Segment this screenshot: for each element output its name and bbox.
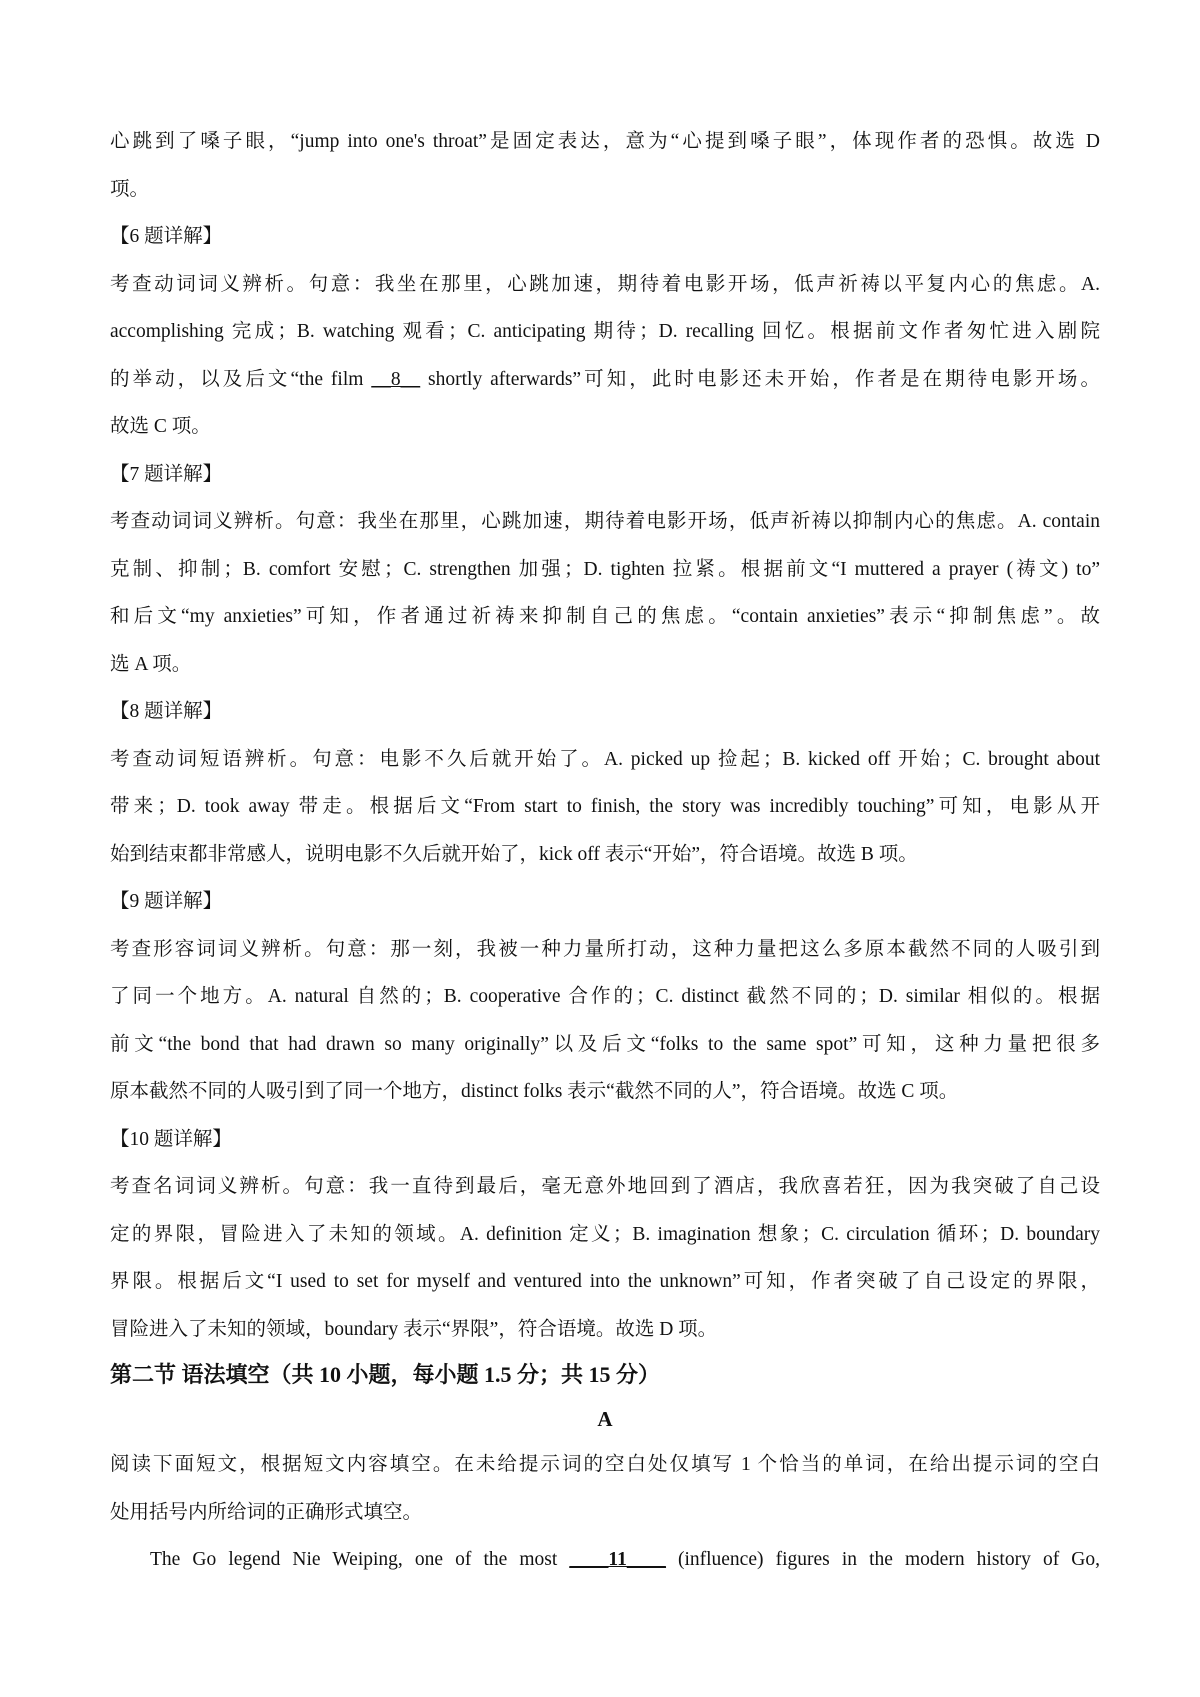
answer-blank: __8__ bbox=[371, 368, 421, 390]
passage-line bbox=[110, 1536, 1100, 1584]
section-heading: 第二节 语法填空（共 10 小题，每小题 1.5 分；共 15 分） bbox=[110, 1362, 661, 1387]
text-line: 心跳到了嗓子眼，“jump into one's throat”是固定表达，意为“心提到嗓子眼”，体现作者的恐惧。故选 D bbox=[110, 131, 1100, 152]
question-heading-8: 【8 题详解】 bbox=[110, 701, 223, 722]
text-line: 定的界限，冒险进入了未知的领域。A. definition 定义；B. imagination 想象；C. circulation 循环；D. boundary bbox=[110, 1223, 1100, 1245]
text-line: 选 A 项。 bbox=[110, 653, 192, 675]
text-line: 冒险进入了未知的领域，boundary 表示“界限”，符合语境。故选 D 项。 bbox=[110, 1318, 718, 1340]
text-line: 考查动词词义辨析。句意：我坐在那里，心跳加速，期待着电影开场，低声祈祷以平复内心的焦虑。A. bbox=[110, 273, 1100, 295]
text-segment: The Go legend Nie Weiping, one of the most bbox=[150, 1549, 570, 1570]
question-heading-9: 【9 题详解】 bbox=[110, 891, 223, 912]
text-segment: shortly afterwards”可知，此时电影还未开始，作者是在期待电影开场。 bbox=[420, 368, 1100, 390]
text-line: 故选 C 项。 bbox=[110, 416, 211, 437]
text-line: 始到结束都非常感人，说明电影不久后就开始了，kick off 表示“开始”，符合语境。故选 B 项。 bbox=[110, 843, 918, 865]
question-heading-6: 【6 题详解】 bbox=[110, 226, 223, 247]
text-line: accomplishing 完成；B. watching 观看；C. anticipating 期待；D. recalling 回忆。根据前文作者匆忙进入剧院 bbox=[110, 321, 1100, 342]
document-page bbox=[110, 118, 1100, 1584]
text-line: 原本截然不同的人吸引到了同一个地方，distinct folks 表示“截然不同的人”，符合语境。故选 C 项。 bbox=[110, 1081, 959, 1102]
text-line: 克制、抑制；B. comfort 安慰；C. strengthen 加强；D. tighten 拉紧。根据前文“I muttered a prayer (祷文) to” bbox=[110, 558, 1100, 580]
question-heading-10: 【10 题详解】 bbox=[110, 1128, 232, 1150]
text-line: 前文“the bond that had drawn so many originally”以及后文“folks to the same spot”可知，这种力量把很多 bbox=[110, 1033, 1100, 1055]
text-line: 考查名词词义辨析。句意：我一直待到最后，毫无意外地回到了酒店，我欣喜若狂，因为我突破了自己设 bbox=[110, 1176, 1100, 1197]
text-line: 了同一个地方。A. natural 自然的；B. cooperative 合作的；C. distinct 截然不同的；D. similar 相似的。根据 bbox=[110, 986, 1100, 1007]
text-line: 项。 bbox=[110, 178, 150, 200]
text-segment: 的举动，以及后文“the film bbox=[110, 368, 372, 390]
text-line: 带来；D. took away 带走。根据后文“From start to finish, the story was incredibly touching”可知，电影从开 bbox=[110, 796, 1100, 817]
text-line: 考查形容词词义辨析。句意：那一刻，我被一种力量所打动，这种力量把这么多原本截然不同的人吸引到 bbox=[110, 938, 1100, 960]
text-line: 和后文“my anxieties”可知，作者通过祈祷来抑制自己的焦虑。“contain anxieties”表示“抑制焦虑”。故 bbox=[110, 606, 1100, 627]
text-line: 考查动词词义辨析。句意：我坐在那里，心跳加速，期待着电影开场，低声祈祷以抑制内心的焦虑。A. contain bbox=[110, 511, 1100, 532]
answer-blank: ____11____ bbox=[569, 1549, 666, 1570]
text-line: 界限。根据后文“I used to set for myself and ventured into the unknown”可知，作者突破了自己设定的界限， bbox=[110, 1271, 1100, 1292]
instruction-line: 阅读下面短文，根据短文内容填空。在未给提示词的空白处仅填写 1 个恰当的单词，在给出提示词的空白 bbox=[110, 1454, 1100, 1475]
part-label: A bbox=[597, 1407, 613, 1431]
question-heading-7: 【7 题详解】 bbox=[110, 463, 223, 485]
text-line bbox=[110, 356, 1100, 404]
text-segment: (influence) figures in the modern history of Go, bbox=[665, 1549, 1100, 1570]
instruction-line: 处用括号内所给词的正确形式填空。 bbox=[110, 1501, 423, 1523]
text-line: 考查动词短语辨析。句意：电影不久后就开始了。A. picked up 捡起；B. kicked off 开始；C. brought about bbox=[110, 748, 1100, 770]
